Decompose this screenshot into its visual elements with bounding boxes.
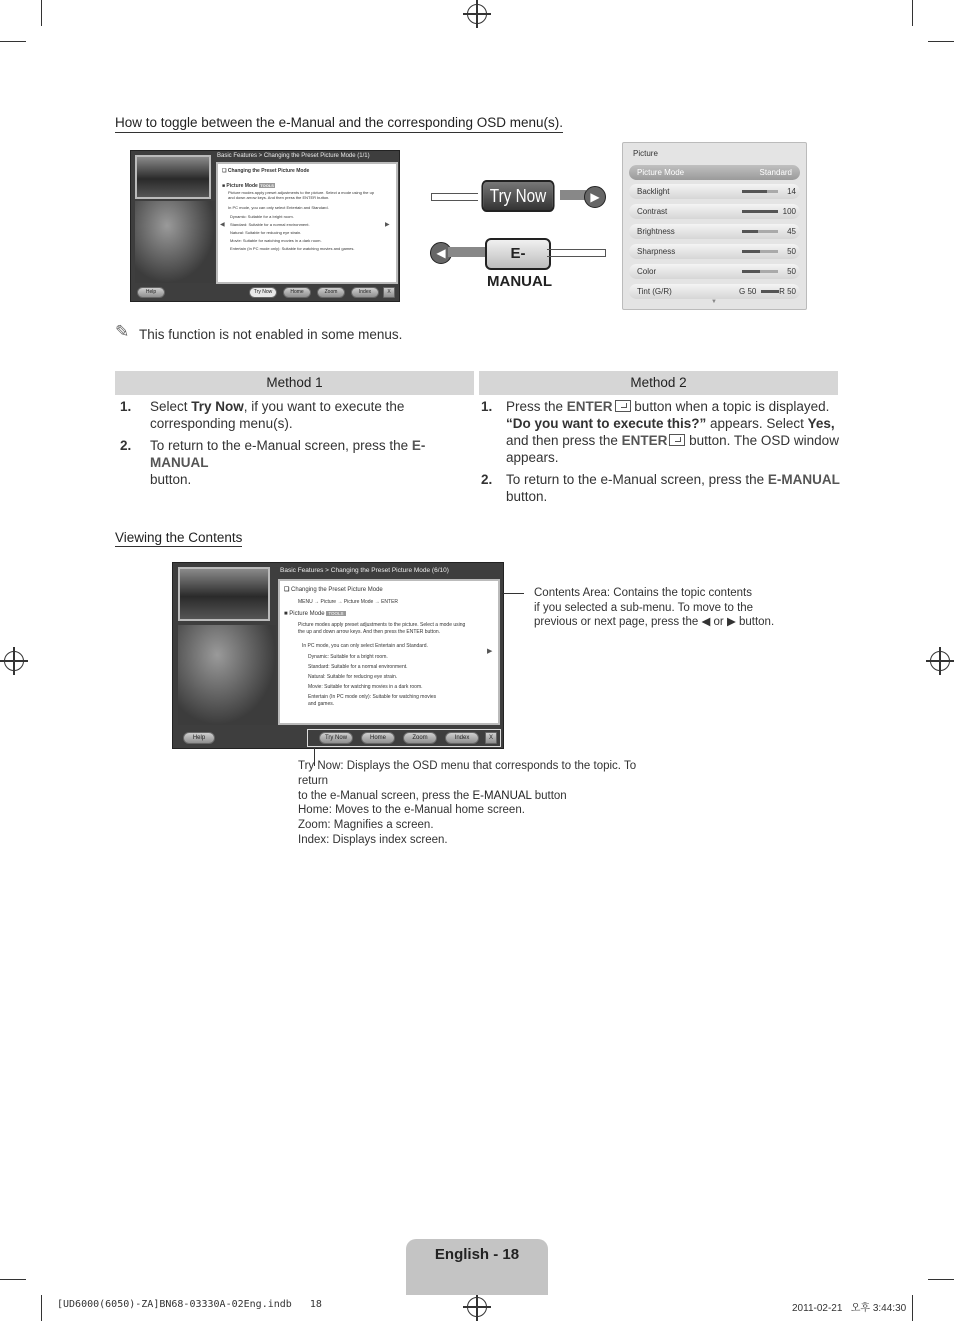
next-page-icon[interactable]: ▶ [385,222,390,228]
arrow-right-icon: ▶ [584,186,606,208]
crop-mark [928,1279,954,1280]
crop-mark [41,0,42,26]
level-fill [742,230,758,233]
toggle-heading: How to toggle between the e-Manual and the corresponding OSD menu(s). [115,115,563,133]
viewing-heading: Viewing the Contents [115,530,243,545]
note-line: if you selected a sub-menu. To move to the [534,601,754,614]
level-fill [742,270,760,273]
list-item: Natural: Suitable for reducing eye strain. [230,230,302,235]
crop-mark [0,41,26,42]
item-title: Picture Mode [289,611,325,617]
method1-header: Method 1 [115,371,474,395]
note-text: In PC mode, you can only select Entertain and Standard. [228,205,329,210]
list-item: Natural: Suitable for reducing eye strain. [308,674,398,680]
method1-step-1: 1. Select Try Now, if you want to execute the corresponding menu(s). [120,399,405,431]
scroll-down-icon[interactable]: ▼ [711,299,717,305]
emanual-arrow-line [547,249,606,257]
osd-row-tint[interactable] [629,284,800,299]
crop-mark [912,0,913,26]
osd-row-label: Contrast [637,207,668,216]
osd-row[interactable] [629,204,800,219]
button-legend [298,759,658,848]
osd-picture-menu [622,142,807,310]
osd-row-label: Backlight [637,187,670,196]
legend-item: Try Now: Displays the OSD menu that corresponds to the topic. To return [298,760,637,787]
note-line: Contents Area: Contains the topic contents [534,587,752,599]
osd-row-label: Tint (G/R) [637,287,672,296]
list-item: Entertain (In PC mode only): Suitable for watching movies [308,694,437,700]
contents-area-note [534,586,834,630]
callout-line [502,593,524,594]
note-icon: ✎ [115,322,130,341]
osd-row-value: 100 [782,207,796,216]
index-button[interactable]: Index [351,287,379,298]
try-now-arrow-line [431,193,478,201]
help-button[interactable]: Help [183,732,215,744]
level-bar [742,250,778,253]
try-now-button[interactable]: Try Now [249,287,277,298]
step-number: 1. [481,399,493,414]
osd-row-value: 50 [787,267,796,276]
footer-left: [UD6000(6050)-ZA]BN68-03330A-02Eng.indb 18 [57,1299,322,1310]
decorative-image [135,201,215,283]
osd-row-label: Brightness [637,227,675,236]
legend-item: Home: Moves to the e-Manual home screen. [298,804,525,817]
item-body: the up and down arrow keys. And then press the ENTER button. [298,629,441,635]
method2-step-1: 1. Press the ENTER button when a topic is displayed. “Do you want to execute this?” appears. Select Yes, and then press the ENTER button. The OSD window appears. [481,399,839,465]
legend-item: to the e-Manual screen, press the E-MANUAL button [298,789,567,802]
menu-path: MENU → Picture → Picture Mode → ENTER [298,599,399,605]
close-button[interactable]: X [383,287,395,298]
list-item: Standard: Suitable for a normal environment. [230,222,310,227]
registration-mark-icon [467,1297,487,1317]
decorative-image [178,625,276,725]
thumbnail-image [178,567,270,621]
close-button[interactable]: X [485,732,497,744]
help-button[interactable]: Help [137,287,165,298]
osd-row-label: Picture Mode [637,168,685,177]
item-title: Picture Mode [226,183,258,189]
crop-mark [0,1279,26,1280]
legend-item: Zoom: Magnifies a screen. [298,819,434,832]
arrow-right-icon [560,190,586,200]
arrow-left-icon: ◀ [430,242,452,264]
home-button[interactable]: Home [283,287,311,298]
crop-mark [928,41,954,42]
registration-mark-icon [4,651,24,671]
enter-icon [615,400,631,412]
method1-step-2: 2. To return to the e-Manual screen, press the E-MANUAL button. [120,438,426,487]
osd-title: Picture [633,149,658,158]
level-bar [742,270,778,273]
osd-row-picture-mode[interactable] [629,165,800,180]
level-bar [742,230,778,233]
osd-row[interactable] [629,184,800,199]
try-now-button[interactable]: Try Now [319,732,353,744]
legend-item: Index: Displays index screen. [298,833,448,846]
contents-area[interactable]: ❑ Changing the Preset Picture Mode ■ Picture Mode TOOLS Picture modes apply preset adjustments to the picture. Select a mode using the up and down arrow keys. And then press the ENTER button. In PC mode, you can only select Entertain and Standard. Dynamic: Suitable for a bright room. Standard: Suitable for a normal environment. Natural: Suitable for reducing eye strain. Movie: Suitable for watching movies in a dark room. Entertain (In PC mode only): Suitable for watching movies and games. [216,162,398,284]
crop-mark [912,1295,913,1321]
osd-row-label: Sharpness [637,247,676,256]
registration-mark-icon [930,651,950,671]
osd-tint-left: G 50 [739,287,757,296]
enter-icon [669,434,685,446]
emanual-screen-small [130,150,400,302]
breadcrumb: Basic Features > Changing the Preset Picture Mode (1/1) [217,153,370,159]
contents-area[interactable]: ❑ Changing the Preset Picture Mode MENU → Picture → Picture Mode → ENTER ■ Picture Mode TOOLS Picture modes apply preset adjustments to the picture. Select a mode using the up and down arrow keys. And then press the ENTER button. In PC mode, you can only select Entertain and Standard. Dynamic: Suitable for a bright room. Standard: Suitable for a normal environment. Natural: Suitable for reducing eye strain. Movie: Suitable for watching movies in a dark room. Entertain (In PC mode only): Suitable for watching movies and games. [278,579,500,725]
step-number: 2. [481,472,493,487]
emanual-screen-large [172,562,504,749]
try-now-key: Try Now [481,180,554,212]
level-fill [742,190,767,193]
list-item: Movie: Suitable for watching movies in a dark room. [230,238,322,243]
list-item: and games. [308,701,335,707]
list-item: Dynamic: Suitable for a bright room. [230,214,294,219]
item-body: Picture modes apply preset adjustments to the picture. Select a mode using the up and down arrow keys. And then press the ENTER button. [228,190,375,200]
level-fill [742,250,760,253]
osd-row-label: Color [637,267,657,276]
level-bar [742,190,778,193]
prev-page-icon[interactable]: ◀ [220,222,225,228]
method2-header: Method 2 [479,371,838,395]
osd-row[interactable] [629,244,800,259]
note-line: previous or next page, press the ◀ or ▶ button. [534,616,775,628]
next-page-icon[interactable]: ▶ [487,648,493,655]
thumbnail-image [135,155,211,199]
registration-mark-icon [467,4,487,24]
home-button[interactable]: Home [361,732,395,744]
page-label: English - 18 [434,1246,520,1263]
footer-right: 2011-02-21 오후 3:44:30 [792,1303,907,1314]
osd-row-value: 50 [787,247,796,256]
list-item: Standard: Suitable for a normal environment. [308,664,408,670]
level-fill [742,210,778,213]
zoom-button[interactable]: Zoom [403,732,437,744]
emanual-key: E-MANUAL [485,238,551,270]
osd-row[interactable] [629,264,800,279]
index-button[interactable]: Index [445,732,479,744]
osd-row-value: Standard [759,168,792,177]
topic-title: Changing the Preset Picture Mode [227,168,310,174]
tools-badge: TOOLS [328,611,344,616]
osd-row[interactable] [629,224,800,239]
level-bar [761,290,779,293]
method2-step-2: 2. To return to the e-Manual screen, press the E-MANUAL button. [481,472,840,504]
list-item: Movie: Suitable for watching movies in a dark room. [308,684,423,690]
zoom-button[interactable]: Zoom [317,287,345,298]
step-number: 2. [120,438,132,453]
item-body: Picture modes apply preset adjustments to the picture. Select a mode using [298,622,466,628]
topic-title: Changing the Preset Picture Mode [291,587,383,593]
osd-row-value: 14 [787,187,796,196]
breadcrumb: Basic Features > Changing the Preset Picture Mode (6/10) [280,567,449,574]
tools-badge: TOOLS [260,183,274,188]
note-text: In PC mode, you can only select Entertain and Standard. [302,643,428,649]
crop-mark [41,1295,42,1321]
osd-tint-right: R 50 [779,287,796,296]
list-item: Dynamic: Suitable for a bright room. [308,654,388,660]
note-text: This function is not enabled in some menus. [139,327,403,342]
arrow-left-icon [448,247,486,257]
level-bar [742,210,778,213]
list-item: Entertain (In PC mode only): Suitable for watching movies and games. [230,246,355,251]
osd-row-value: 45 [787,227,796,236]
step-number: 1. [120,399,132,414]
